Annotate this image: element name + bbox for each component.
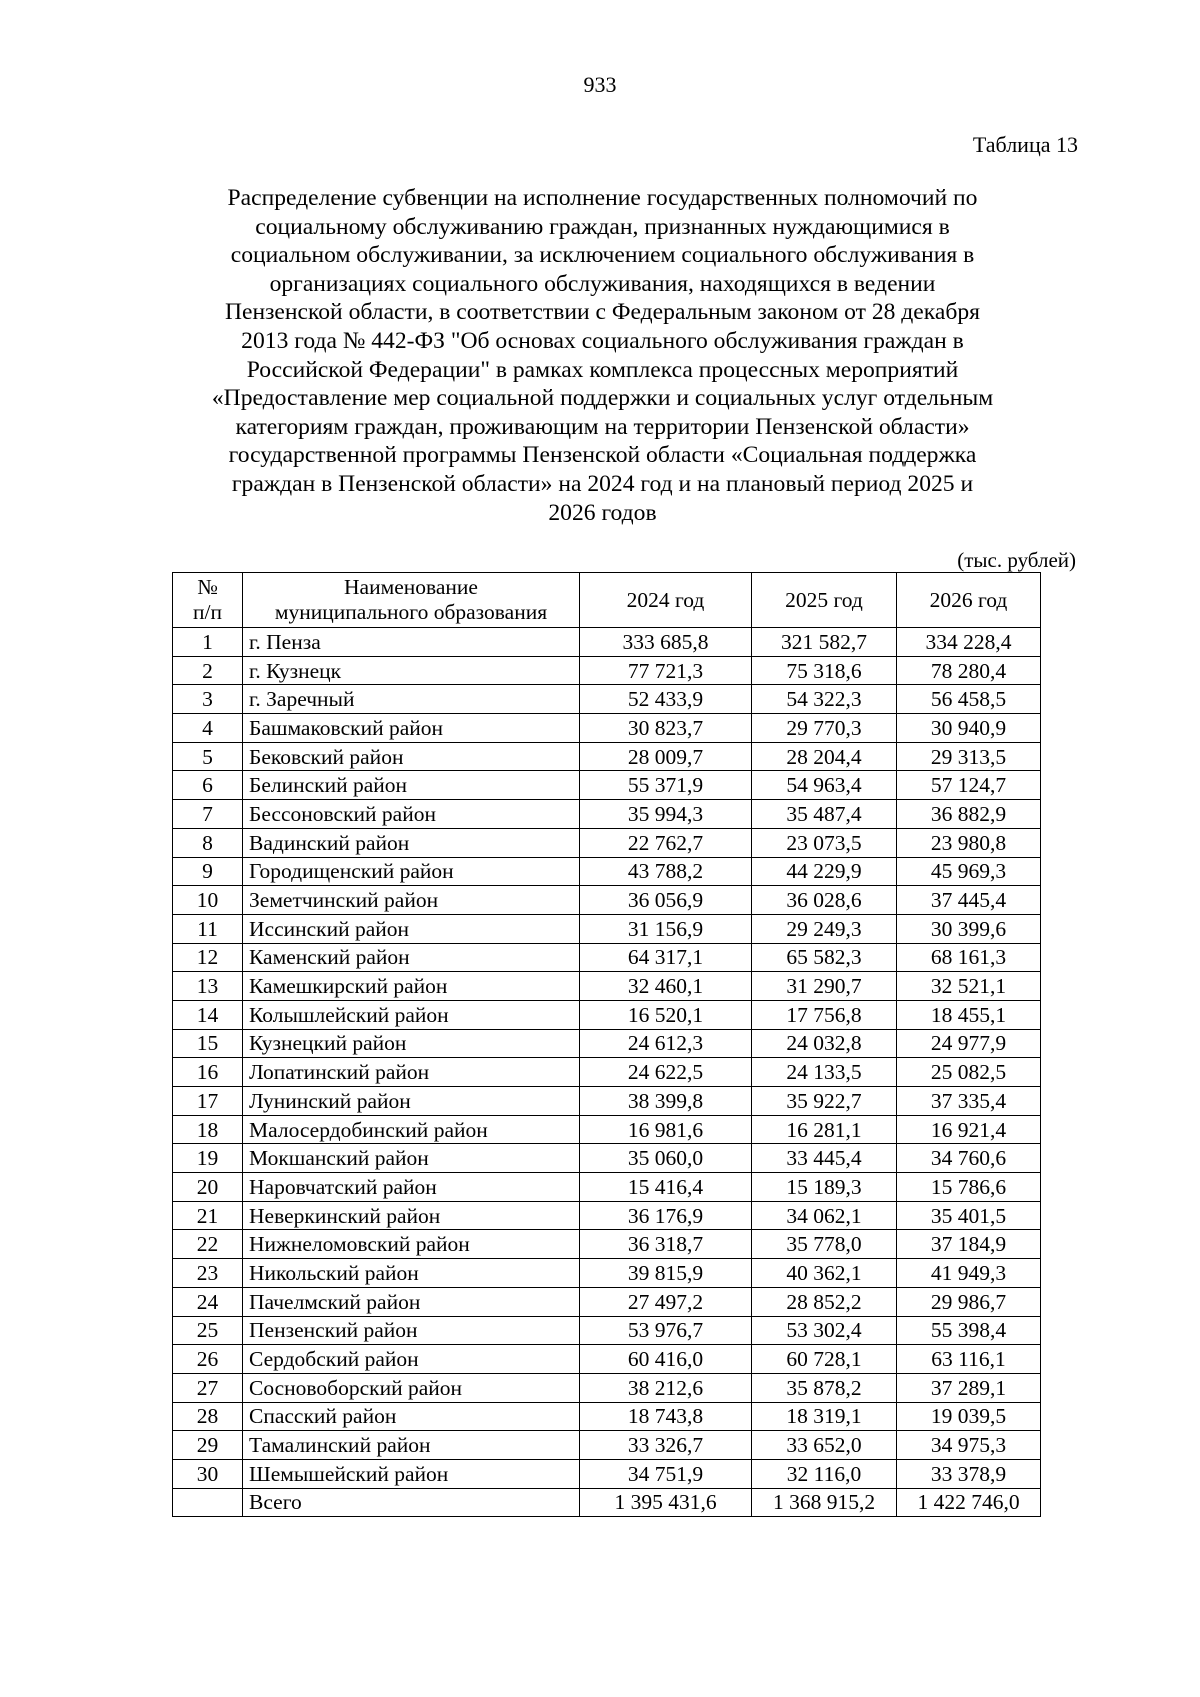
row-2025: 32 116,0 xyxy=(752,1459,897,1488)
row-2026: 34 760,6 xyxy=(897,1144,1041,1173)
row-number: 25 xyxy=(173,1316,243,1345)
table-row xyxy=(173,1230,1041,1259)
row-number: 11 xyxy=(173,914,243,943)
table-row xyxy=(173,1459,1041,1488)
total-2025: 1 368 915,2 xyxy=(752,1488,897,1517)
row-2025: 34 062,1 xyxy=(752,1201,897,1230)
row-municipality: Кузнецкий район xyxy=(243,1029,580,1058)
total-label: Всего xyxy=(243,1488,580,1517)
row-2024: 32 460,1 xyxy=(580,972,752,1001)
row-2024: 38 399,8 xyxy=(580,1087,752,1116)
row-municipality: Иссинский район xyxy=(243,914,580,943)
units-note: (тыс. рублей) xyxy=(957,548,1076,572)
row-2026: 32 521,1 xyxy=(897,972,1041,1001)
row-number: 27 xyxy=(173,1373,243,1402)
row-2024: 30 823,7 xyxy=(580,714,752,743)
row-2024: 77 721,3 xyxy=(580,656,752,685)
row-2025: 44 229,9 xyxy=(752,857,897,886)
header-number-line2: п/п xyxy=(193,600,222,624)
row-number: 26 xyxy=(173,1345,243,1374)
row-number: 12 xyxy=(173,943,243,972)
table-row xyxy=(173,771,1041,800)
row-2024: 38 212,6 xyxy=(580,1373,752,1402)
table-row xyxy=(173,1431,1041,1460)
row-2024: 333 685,8 xyxy=(580,628,752,657)
row-municipality: Наровчатский район xyxy=(243,1173,580,1202)
row-2024: 35 994,3 xyxy=(580,800,752,829)
title-line: Российской Федерации" в рамках комплекса процессных мероприятий xyxy=(246,356,959,383)
header-number xyxy=(173,573,243,628)
row-municipality: г. Пенза xyxy=(243,628,580,657)
row-2025: 65 582,3 xyxy=(752,943,897,972)
row-2025: 36 028,6 xyxy=(752,886,897,915)
table-row xyxy=(173,1316,1041,1345)
row-municipality: Пензенский район xyxy=(243,1316,580,1345)
row-municipality: Городищенский район xyxy=(243,857,580,886)
row-2024: 24 622,5 xyxy=(580,1058,752,1087)
subvention-table xyxy=(172,572,1041,1517)
row-number: 16 xyxy=(173,1058,243,1087)
table-row xyxy=(173,828,1041,857)
table-header-row xyxy=(173,573,1041,628)
row-2026: 34 975,3 xyxy=(897,1431,1041,1460)
row-2024: 22 762,7 xyxy=(580,828,752,857)
header-municipality-line1: Наименование xyxy=(344,575,478,599)
table-row xyxy=(173,1000,1041,1029)
table-row xyxy=(173,1259,1041,1288)
row-2026: 57 124,7 xyxy=(897,771,1041,800)
row-2026: 16 921,4 xyxy=(897,1115,1041,1144)
row-2024: 33 326,7 xyxy=(580,1431,752,1460)
row-2024: 55 371,9 xyxy=(580,771,752,800)
row-2024: 16 981,6 xyxy=(580,1115,752,1144)
row-2025: 33 652,0 xyxy=(752,1431,897,1460)
row-2026: 63 116,1 xyxy=(897,1345,1041,1374)
title-line: социальном обслуживании, за исключением социального обслуживания в xyxy=(230,242,975,269)
row-2024: 18 743,8 xyxy=(580,1402,752,1431)
table-row xyxy=(173,1287,1041,1316)
row-municipality: Сердобский район xyxy=(243,1345,580,1374)
page-number: 933 xyxy=(583,72,617,97)
row-2025: 40 362,1 xyxy=(752,1259,897,1288)
row-municipality: Бессоновский район xyxy=(243,800,580,829)
table-row xyxy=(173,1201,1041,1230)
row-number: 24 xyxy=(173,1287,243,1316)
row-number: 29 xyxy=(173,1431,243,1460)
row-municipality: Башмаковский район xyxy=(243,714,580,743)
row-2024: 27 497,2 xyxy=(580,1287,752,1316)
row-2025: 33 445,4 xyxy=(752,1144,897,1173)
row-municipality: Колышлейский район xyxy=(243,1000,580,1029)
row-number: 14 xyxy=(173,1000,243,1029)
table-row xyxy=(173,1058,1041,1087)
row-municipality: Неверкинский район xyxy=(243,1201,580,1230)
row-2025: 29 770,3 xyxy=(752,714,897,743)
row-number: 4 xyxy=(173,714,243,743)
title-line: 2026 годов xyxy=(548,499,657,526)
row-2025: 54 322,3 xyxy=(752,685,897,714)
row-2025: 24 133,5 xyxy=(752,1058,897,1087)
row-2025: 35 778,0 xyxy=(752,1230,897,1259)
row-2026: 41 949,3 xyxy=(897,1259,1041,1288)
row-municipality: Мокшанский район xyxy=(243,1144,580,1173)
table-label: Таблица 13 xyxy=(972,132,1078,157)
row-2026: 37 335,4 xyxy=(897,1087,1041,1116)
row-number: 17 xyxy=(173,1087,243,1116)
table-row xyxy=(173,800,1041,829)
row-number: 21 xyxy=(173,1201,243,1230)
title-line: 2013 года № 442-ФЗ "Об основах социального обслуживания граждан в xyxy=(241,327,964,354)
row-2025: 23 073,5 xyxy=(752,828,897,857)
table-row xyxy=(173,857,1041,886)
row-municipality: Бековский район xyxy=(243,742,580,771)
table-row xyxy=(173,1144,1041,1173)
row-number: 3 xyxy=(173,685,243,714)
row-2025: 54 963,4 xyxy=(752,771,897,800)
row-municipality: Тамалинский район xyxy=(243,1431,580,1460)
title-line: граждан в Пензенской области» на 2024 год и на плановый период 2025 и xyxy=(231,470,974,497)
table-row xyxy=(173,628,1041,657)
row-2026: 45 969,3 xyxy=(897,857,1041,886)
table-row xyxy=(173,714,1041,743)
row-2026: 35 401,5 xyxy=(897,1201,1041,1230)
row-number: 22 xyxy=(173,1230,243,1259)
table-body xyxy=(173,628,1041,1489)
row-number: 1 xyxy=(173,628,243,657)
row-municipality: Лунинский район xyxy=(243,1087,580,1116)
row-2024: 36 176,9 xyxy=(580,1201,752,1230)
row-2024: 43 788,2 xyxy=(580,857,752,886)
row-number: 18 xyxy=(173,1115,243,1144)
header-municipality xyxy=(243,573,580,628)
row-number: 30 xyxy=(173,1459,243,1488)
row-municipality: Камешкирский район xyxy=(243,972,580,1001)
row-municipality: Сосновоборский район xyxy=(243,1373,580,1402)
row-2025: 24 032,8 xyxy=(752,1029,897,1058)
row-2026: 23 980,8 xyxy=(897,828,1041,857)
title-line: Пензенской области, в соответствии с Федеральным законом от 28 декабря xyxy=(224,299,981,326)
row-municipality: Каменский район xyxy=(243,943,580,972)
row-2025: 35 487,4 xyxy=(752,800,897,829)
row-municipality: Лопатинский район xyxy=(243,1058,580,1087)
table-row xyxy=(173,1115,1041,1144)
row-2026: 33 378,9 xyxy=(897,1459,1041,1488)
table-row xyxy=(173,1373,1041,1402)
row-2024: 60 416,0 xyxy=(580,1345,752,1374)
table-row xyxy=(173,656,1041,685)
row-2024: 64 317,1 xyxy=(580,943,752,972)
row-2025: 15 189,3 xyxy=(752,1173,897,1202)
row-2024: 24 612,3 xyxy=(580,1029,752,1058)
row-2024: 15 416,4 xyxy=(580,1173,752,1202)
row-2026: 37 289,1 xyxy=(897,1373,1041,1402)
table-row xyxy=(173,1087,1041,1116)
title-line: «Предоставление мер социальной поддержки и социальных услуг отдельным xyxy=(211,385,994,412)
row-number: 28 xyxy=(173,1402,243,1431)
table-row xyxy=(173,943,1041,972)
row-2024: 35 060,0 xyxy=(580,1144,752,1173)
row-number: 19 xyxy=(173,1144,243,1173)
row-2024: 39 815,9 xyxy=(580,1259,752,1288)
table-total-row xyxy=(173,1488,1041,1517)
row-2026: 18 455,1 xyxy=(897,1000,1041,1029)
row-number: 8 xyxy=(173,828,243,857)
total-2024: 1 395 431,6 xyxy=(580,1488,752,1517)
row-2026: 25 082,5 xyxy=(897,1058,1041,1087)
table-row xyxy=(173,1345,1041,1374)
row-2026: 334 228,4 xyxy=(897,628,1041,657)
table-row xyxy=(173,972,1041,1001)
row-2026: 68 161,3 xyxy=(897,943,1041,972)
row-2025: 60 728,1 xyxy=(752,1345,897,1374)
row-2026: 37 445,4 xyxy=(897,886,1041,915)
row-2025: 35 878,2 xyxy=(752,1373,897,1402)
row-2025: 75 318,6 xyxy=(752,656,897,685)
total-number xyxy=(173,1488,243,1517)
row-2026: 15 786,6 xyxy=(897,1173,1041,1202)
row-municipality: Никольский район xyxy=(243,1259,580,1288)
row-2026: 55 398,4 xyxy=(897,1316,1041,1345)
row-number: 2 xyxy=(173,656,243,685)
row-number: 7 xyxy=(173,800,243,829)
title-line: категориям граждан, проживающим на территории Пензенской области» xyxy=(235,413,970,440)
row-2025: 53 302,4 xyxy=(752,1316,897,1345)
row-number: 6 xyxy=(173,771,243,800)
row-municipality: Шемышейский район xyxy=(243,1459,580,1488)
row-2026: 24 977,9 xyxy=(897,1029,1041,1058)
row-number: 9 xyxy=(173,857,243,886)
title-line: Распределение субвенции на исполнение государственных полномочий по xyxy=(227,185,978,211)
header-2026: 2026 год xyxy=(897,573,1041,628)
title-line: государственной программы Пензенской области «Социальная поддержка xyxy=(228,442,977,469)
row-municipality: Малосердобинский район xyxy=(243,1115,580,1144)
row-2024: 36 056,9 xyxy=(580,886,752,915)
table-row xyxy=(173,914,1041,943)
table-row xyxy=(173,886,1041,915)
row-number: 13 xyxy=(173,972,243,1001)
row-2024: 34 751,9 xyxy=(580,1459,752,1488)
header-municipality-line2: муниципального образования xyxy=(274,600,548,624)
row-2024: 16 520,1 xyxy=(580,1000,752,1029)
row-2024: 52 433,9 xyxy=(580,685,752,714)
header-number-line1: № xyxy=(197,575,218,599)
document-title xyxy=(140,184,1065,527)
row-number: 5 xyxy=(173,742,243,771)
row-2024: 53 976,7 xyxy=(580,1316,752,1345)
row-2025: 321 582,7 xyxy=(752,628,897,657)
table-row xyxy=(173,1173,1041,1202)
row-2026: 30 399,6 xyxy=(897,914,1041,943)
row-municipality: Вадинский район xyxy=(243,828,580,857)
title-line: организациях социального обслуживания, находящихся в ведении xyxy=(269,270,936,297)
row-2025: 31 290,7 xyxy=(752,972,897,1001)
row-municipality: Нижнеломовский район xyxy=(243,1230,580,1259)
row-2025: 28 852,2 xyxy=(752,1287,897,1316)
row-2025: 18 319,1 xyxy=(752,1402,897,1431)
row-municipality: Пачелмский район xyxy=(243,1287,580,1316)
row-2024: 31 156,9 xyxy=(580,914,752,943)
row-2026: 19 039,5 xyxy=(897,1402,1041,1431)
table-row xyxy=(173,1029,1041,1058)
row-2025: 16 281,1 xyxy=(752,1115,897,1144)
table-row xyxy=(173,742,1041,771)
row-2024: 36 318,7 xyxy=(580,1230,752,1259)
header-2024: 2024 год xyxy=(580,573,752,628)
row-municipality: Земетчинский район xyxy=(243,886,580,915)
row-2025: 17 756,8 xyxy=(752,1000,897,1029)
row-municipality: Белинский район xyxy=(243,771,580,800)
row-2025: 35 922,7 xyxy=(752,1087,897,1116)
row-municipality: Спасский район xyxy=(243,1402,580,1431)
row-number: 23 xyxy=(173,1259,243,1288)
row-number: 10 xyxy=(173,886,243,915)
title-line: социальному обслуживанию граждан, признанных нуждающимися в xyxy=(255,213,950,240)
table-row xyxy=(173,1402,1041,1431)
row-municipality: г. Заречный xyxy=(243,685,580,714)
row-2026: 56 458,5 xyxy=(897,685,1041,714)
row-number: 20 xyxy=(173,1173,243,1202)
row-2026: 37 184,9 xyxy=(897,1230,1041,1259)
header-2025: 2025 год xyxy=(752,573,897,628)
row-2026: 29 986,7 xyxy=(897,1287,1041,1316)
row-2025: 29 249,3 xyxy=(752,914,897,943)
row-2026: 36 882,9 xyxy=(897,800,1041,829)
total-2026: 1 422 746,0 xyxy=(897,1488,1041,1517)
row-2026: 78 280,4 xyxy=(897,656,1041,685)
row-2026: 29 313,5 xyxy=(897,742,1041,771)
table-row xyxy=(173,685,1041,714)
row-2024: 28 009,7 xyxy=(580,742,752,771)
row-municipality: г. Кузнецк xyxy=(243,656,580,685)
row-2026: 30 940,9 xyxy=(897,714,1041,743)
row-number: 15 xyxy=(173,1029,243,1058)
row-2025: 28 204,4 xyxy=(752,742,897,771)
